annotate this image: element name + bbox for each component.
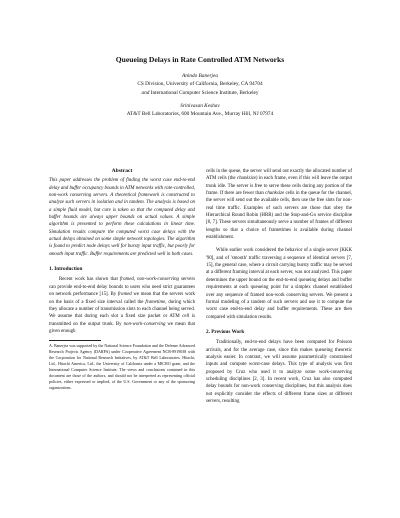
author-affiliation: CS Division, University of California, Berkeley, CA 94704: [137, 81, 263, 88]
paragraph: Traditionally, end-to-end delays have been computed for Poisson arrivals, and for the average case, since this makes queueing theoretic analysis easier. In contrast, we will assume parametrically constrained inputs and compute worst-case delays. This type of analysis was first proposed by Cruz who used it to analyze some work-conserving scheduling disciplines [2, 3]. In recent work, Cruz has also computed delay bounds for non-work conserving disciplines, but this analysis does not explicitly consider the effects of different frame sizes at different servers, resulting: [206, 340, 352, 404]
author-affiliation: AT&T Bell Laboratories, 600 Mountain Ave., Murray Hill, NJ 07974: [126, 111, 274, 118]
author-block: [0, 72, 400, 118]
paper-title: Queueing Delays in Rate Controlled ATM Networks: [115, 55, 285, 64]
paragraph: While earlier work considered the behavior of a single server [KKK '90], and of 'smooth' traffic traversing a sequence of identical servers [7, 15], the general case, where a circuit carrying bursty traffic may be served at a different framing interval at each server, was not analyzed. This paper determines the upper bound on the end-to-end queueing delays and buffer requirements at each queueing point for a simplex channel established over any sequence of framed non-work conserving servers. We present a formal modeling of a tandem of such servers and use it to compute the worst case end-to-end delay and buffer requirements. These are then compared with simulation results.: [206, 248, 352, 320]
section-heading: 1. Introduction: [49, 266, 83, 273]
footnote: A. Banerjea was supported by the National Science Foundation and the Defense Advanced Research Projects Agency (DARPA) under Cooperative Agreement NCR-8919038 with the Corporation for National Research Initiatives, by AT&T Bell Laboratories, Hitachi, Ltd., Hitachi America, Ltd., the University of California under a MICRO grant, and the International Computer Science Institute. The views and conclusions contained in this document are those of the authors, and should not be interpreted as representing official policies, either expressed or implied, of the U.S. Government or any of the sponsoring organizations.: [49, 343, 195, 390]
footnote-rule: [49, 340, 101, 341]
paragraph: Recent work has shown that framed, non-work-conserving servers can provide end-to-end delay bounds to users who need strict guarantees on network performance [15]. By framed we mean that the servers work on the basis of a fixed size interval called the frametime, during which they allocate a number of transmission slots to each channel being served. We assume that during each slot a fixed size packet or ATM cell is transmitted on the output trunk. By non-work-conserving we mean that given enough: [49, 277, 196, 334]
author-affiliation: and International Computer Science Institute, Berkeley: [141, 89, 259, 96]
section-heading: 2. Previous Work: [206, 328, 245, 335]
left-column: [49, 168, 195, 390]
author-name: Srinivasan Keshav: [180, 102, 220, 109]
author-name: Anindo Banerjea: [181, 73, 219, 79]
right-column: [206, 168, 352, 405]
abstract-heading: Abstract: [111, 168, 133, 174]
abstract-text: This paper addresses the problem of finding the worst case end-to-end delay and buffer occupancy bounds in ATM networks with rate-controlled, non-work conserving servers. A theoretical framework is constructed to analyze such servers in isolation and in tandem. The analysis is based on a simple fluid model, but care is taken so that the computed delay and buffer bounds are always upper bounds on actual values. A simple algorithm is presented to perform these calculations in linear time. Simulation results compare the computed worst case delays with the actual delays obtained on some simple network topologies. The algorithm is found to predict node delays well for bursty input traffic, but poorly for smooth input traffic. Buffer requirements are predicted well in both cases.: [49, 178, 195, 257]
paragraph: cells in the queue, the server will send out exactly the allocated number of ATM cells (the chunksize) in each frame, even if this will leave the output trunk idle. The server is free to serve these cells during any portion of the frame. If there are fewer than chunksize cells in the queue for the channel, the server will send out the available cells, then use the free slots for non-real time traffic. Examples of such servers are those that obey the Hierarchical Round Robin (HRR) and the Stop-and-Go service discipline [8, 7]. These servers simultaneously serve a number of frames of different lengths so that a choice of frametimes is available during channel establishment.: [206, 169, 352, 241]
